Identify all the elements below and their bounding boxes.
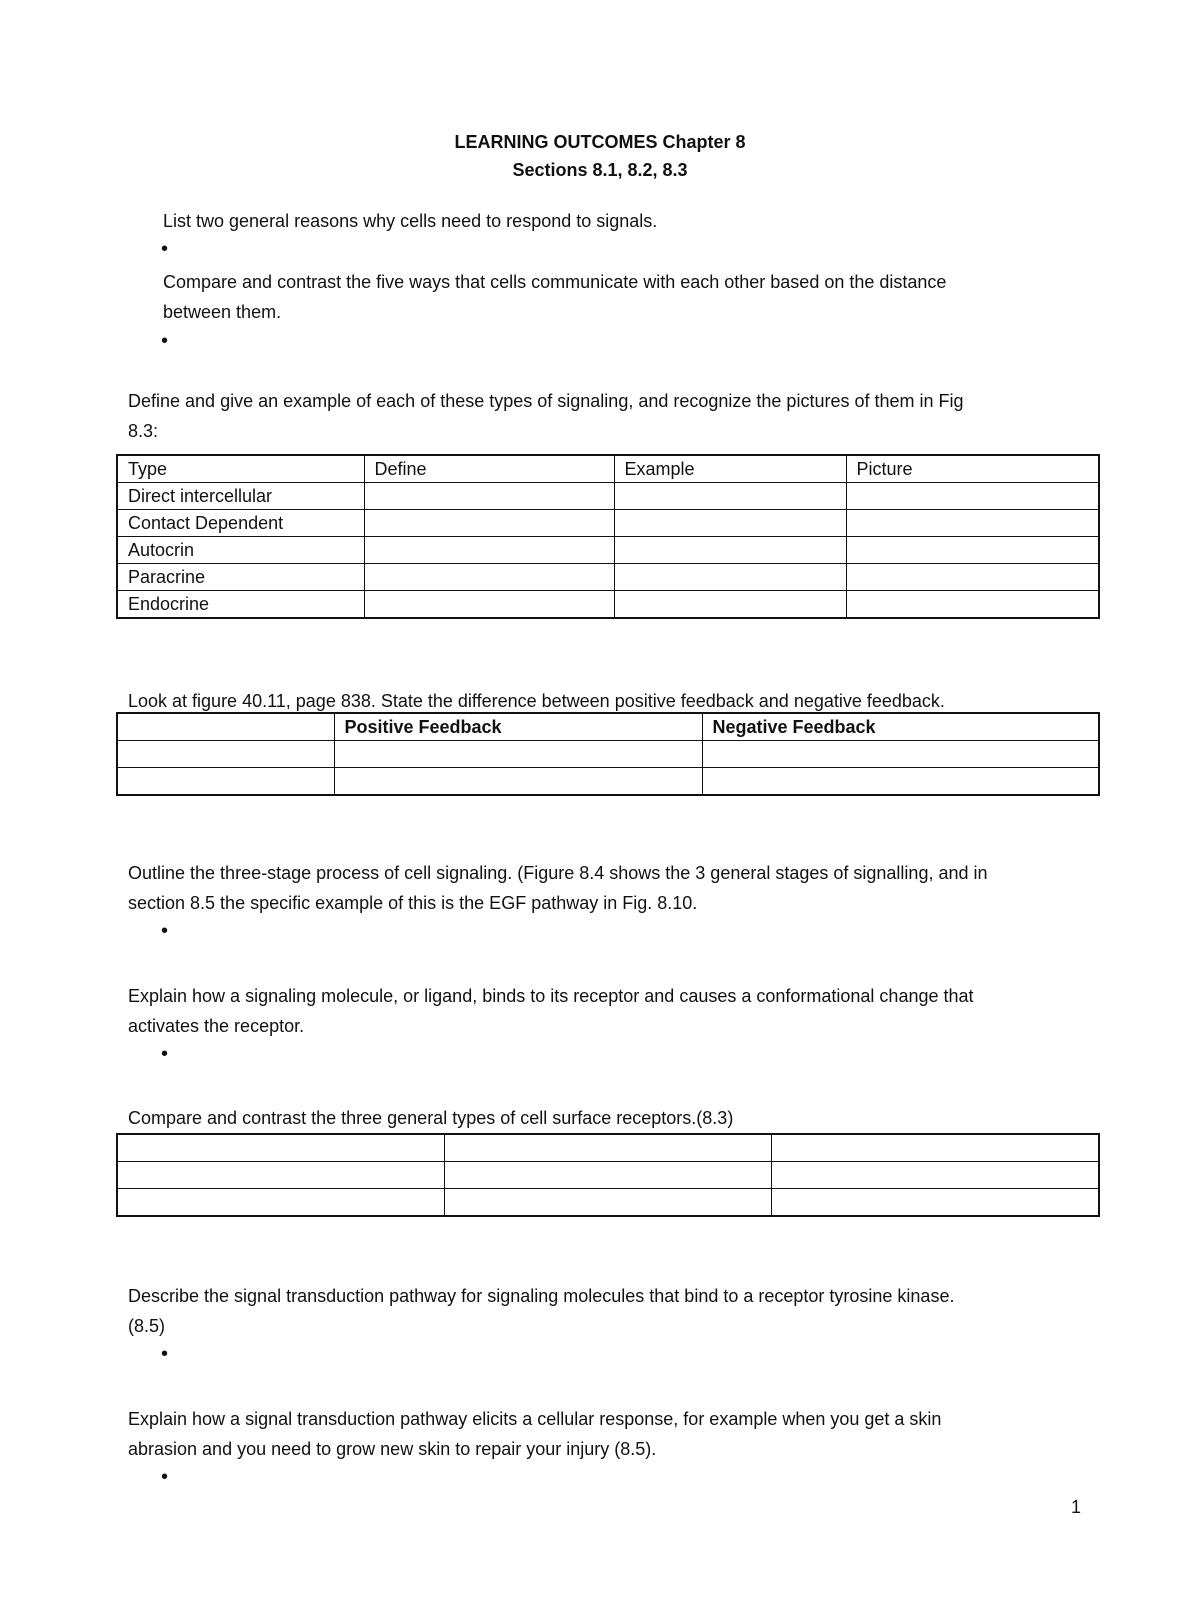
question-five-ways-line2: between them. [163,302,282,322]
table-row [117,564,1099,591]
answer-bullet-5 [161,1343,168,1366]
question-feedback: Look at figure 40.11, page 838. State the difference between positive feedback and negative feedback. [128,691,945,711]
table-row [117,591,1099,619]
negative-cell[interactable] [702,741,1099,768]
picture-cell[interactable] [846,591,1099,619]
row-type-cell: Paracrine [117,564,364,591]
receptor-cell[interactable] [444,1134,771,1162]
receptor-cell[interactable] [117,1162,444,1189]
question-cellular-response-line2: abrasion and you need to grow new skin to repair your injury (8.5). [128,1439,657,1459]
header-picture: Picture [846,455,1099,483]
picture-cell[interactable] [846,510,1099,537]
answer-bullet-2 [161,330,168,353]
receptor-cell[interactable] [444,1162,771,1189]
header-define: Define [364,455,614,483]
picture-cell[interactable] [846,564,1099,591]
feedback-table [116,712,1100,796]
receptor-cell[interactable] [771,1189,1099,1217]
define-cell[interactable] [364,510,614,537]
receptor-cell[interactable] [771,1162,1099,1189]
question-three-stage-line2: section 8.5 the specific example of this is the EGF pathway in Fig. 8.10. [128,893,698,913]
table-header-row [117,713,1099,741]
row-type-cell: Direct intercellular [117,483,364,510]
receptor-cell[interactable] [117,1134,444,1162]
table-row [117,1189,1099,1217]
define-cell[interactable] [364,591,614,619]
header-positive-feedback: Positive Feedback [334,713,702,741]
table-row [117,741,1099,768]
row-type-cell: Endocrine [117,591,364,619]
table-row [117,537,1099,564]
example-cell[interactable] [614,537,846,564]
header-example: Example [614,455,846,483]
answer-bullet-1 [161,238,168,261]
header-type: Type [117,455,364,483]
picture-cell[interactable] [846,483,1099,510]
table-header-row [117,455,1099,483]
question-respond-signals: List two general reasons why cells need to respond to signals. [163,211,658,231]
table-row [117,1134,1099,1162]
table-row [117,1162,1099,1189]
picture-cell[interactable] [846,537,1099,564]
answer-bullet-4 [161,1043,168,1066]
label-cell[interactable] [117,741,334,768]
question-receptor-types: Compare and contrast the three general types of cell surface receptors.(8.3) [128,1108,734,1128]
receptor-cell[interactable] [117,1189,444,1217]
signaling-types-table [116,454,1100,619]
question-cellular-response-line1: Explain how a signal transduction pathway elicits a cellular response, for example when you get a skin [128,1409,942,1429]
example-cell[interactable] [614,564,846,591]
table-row [117,768,1099,796]
define-cell[interactable] [364,564,614,591]
receptor-cell[interactable] [771,1134,1099,1162]
question-ligand-line1: Explain how a signaling molecule, or ligand, binds to its receptor and causes a conformational change that [128,986,974,1006]
positive-cell[interactable] [334,768,702,796]
question-three-stage-line1: Outline the three-stage process of cell signaling. (Figure 8.4 shows the 3 general stages of signalling, and in [128,863,988,883]
table-row [117,510,1099,537]
example-cell[interactable] [614,510,846,537]
question-ligand-line2: activates the receptor. [128,1016,305,1036]
answer-bullet-3 [161,920,168,943]
negative-cell[interactable] [702,768,1099,796]
header-blank [117,713,334,741]
question-signaling-types-line1: Define and give an example of each of these types of signaling, and recognize the pictures of them in Fig [128,391,964,411]
receptor-cell[interactable] [444,1189,771,1217]
question-rtk-line2: (8.5) [128,1316,166,1336]
define-cell[interactable] [364,483,614,510]
define-cell[interactable] [364,537,614,564]
question-five-ways-line1: Compare and contrast the five ways that cells communicate with each other based on the distance [163,272,947,292]
example-cell[interactable] [614,483,846,510]
label-cell[interactable] [117,768,334,796]
row-type-cell: Contact Dependent [117,510,364,537]
document-title: LEARNING OUTCOMES Chapter 8 [454,132,746,152]
row-type-cell: Autocrin [117,537,364,564]
question-signaling-types-line2: 8.3: [128,421,159,441]
document-subtitle: Sections 8.1, 8.2, 8.3 [512,160,688,180]
page-number: 1 [1071,1497,1082,1517]
question-rtk-line1: Describe the signal transduction pathway for signaling molecules that bind to a receptor tyrosine kinase. [128,1286,955,1306]
header-negative-feedback: Negative Feedback [702,713,1099,741]
example-cell[interactable] [614,591,846,619]
positive-cell[interactable] [334,741,702,768]
receptor-types-table [116,1133,1100,1217]
answer-bullet-6 [161,1466,168,1489]
table-row [117,483,1099,510]
